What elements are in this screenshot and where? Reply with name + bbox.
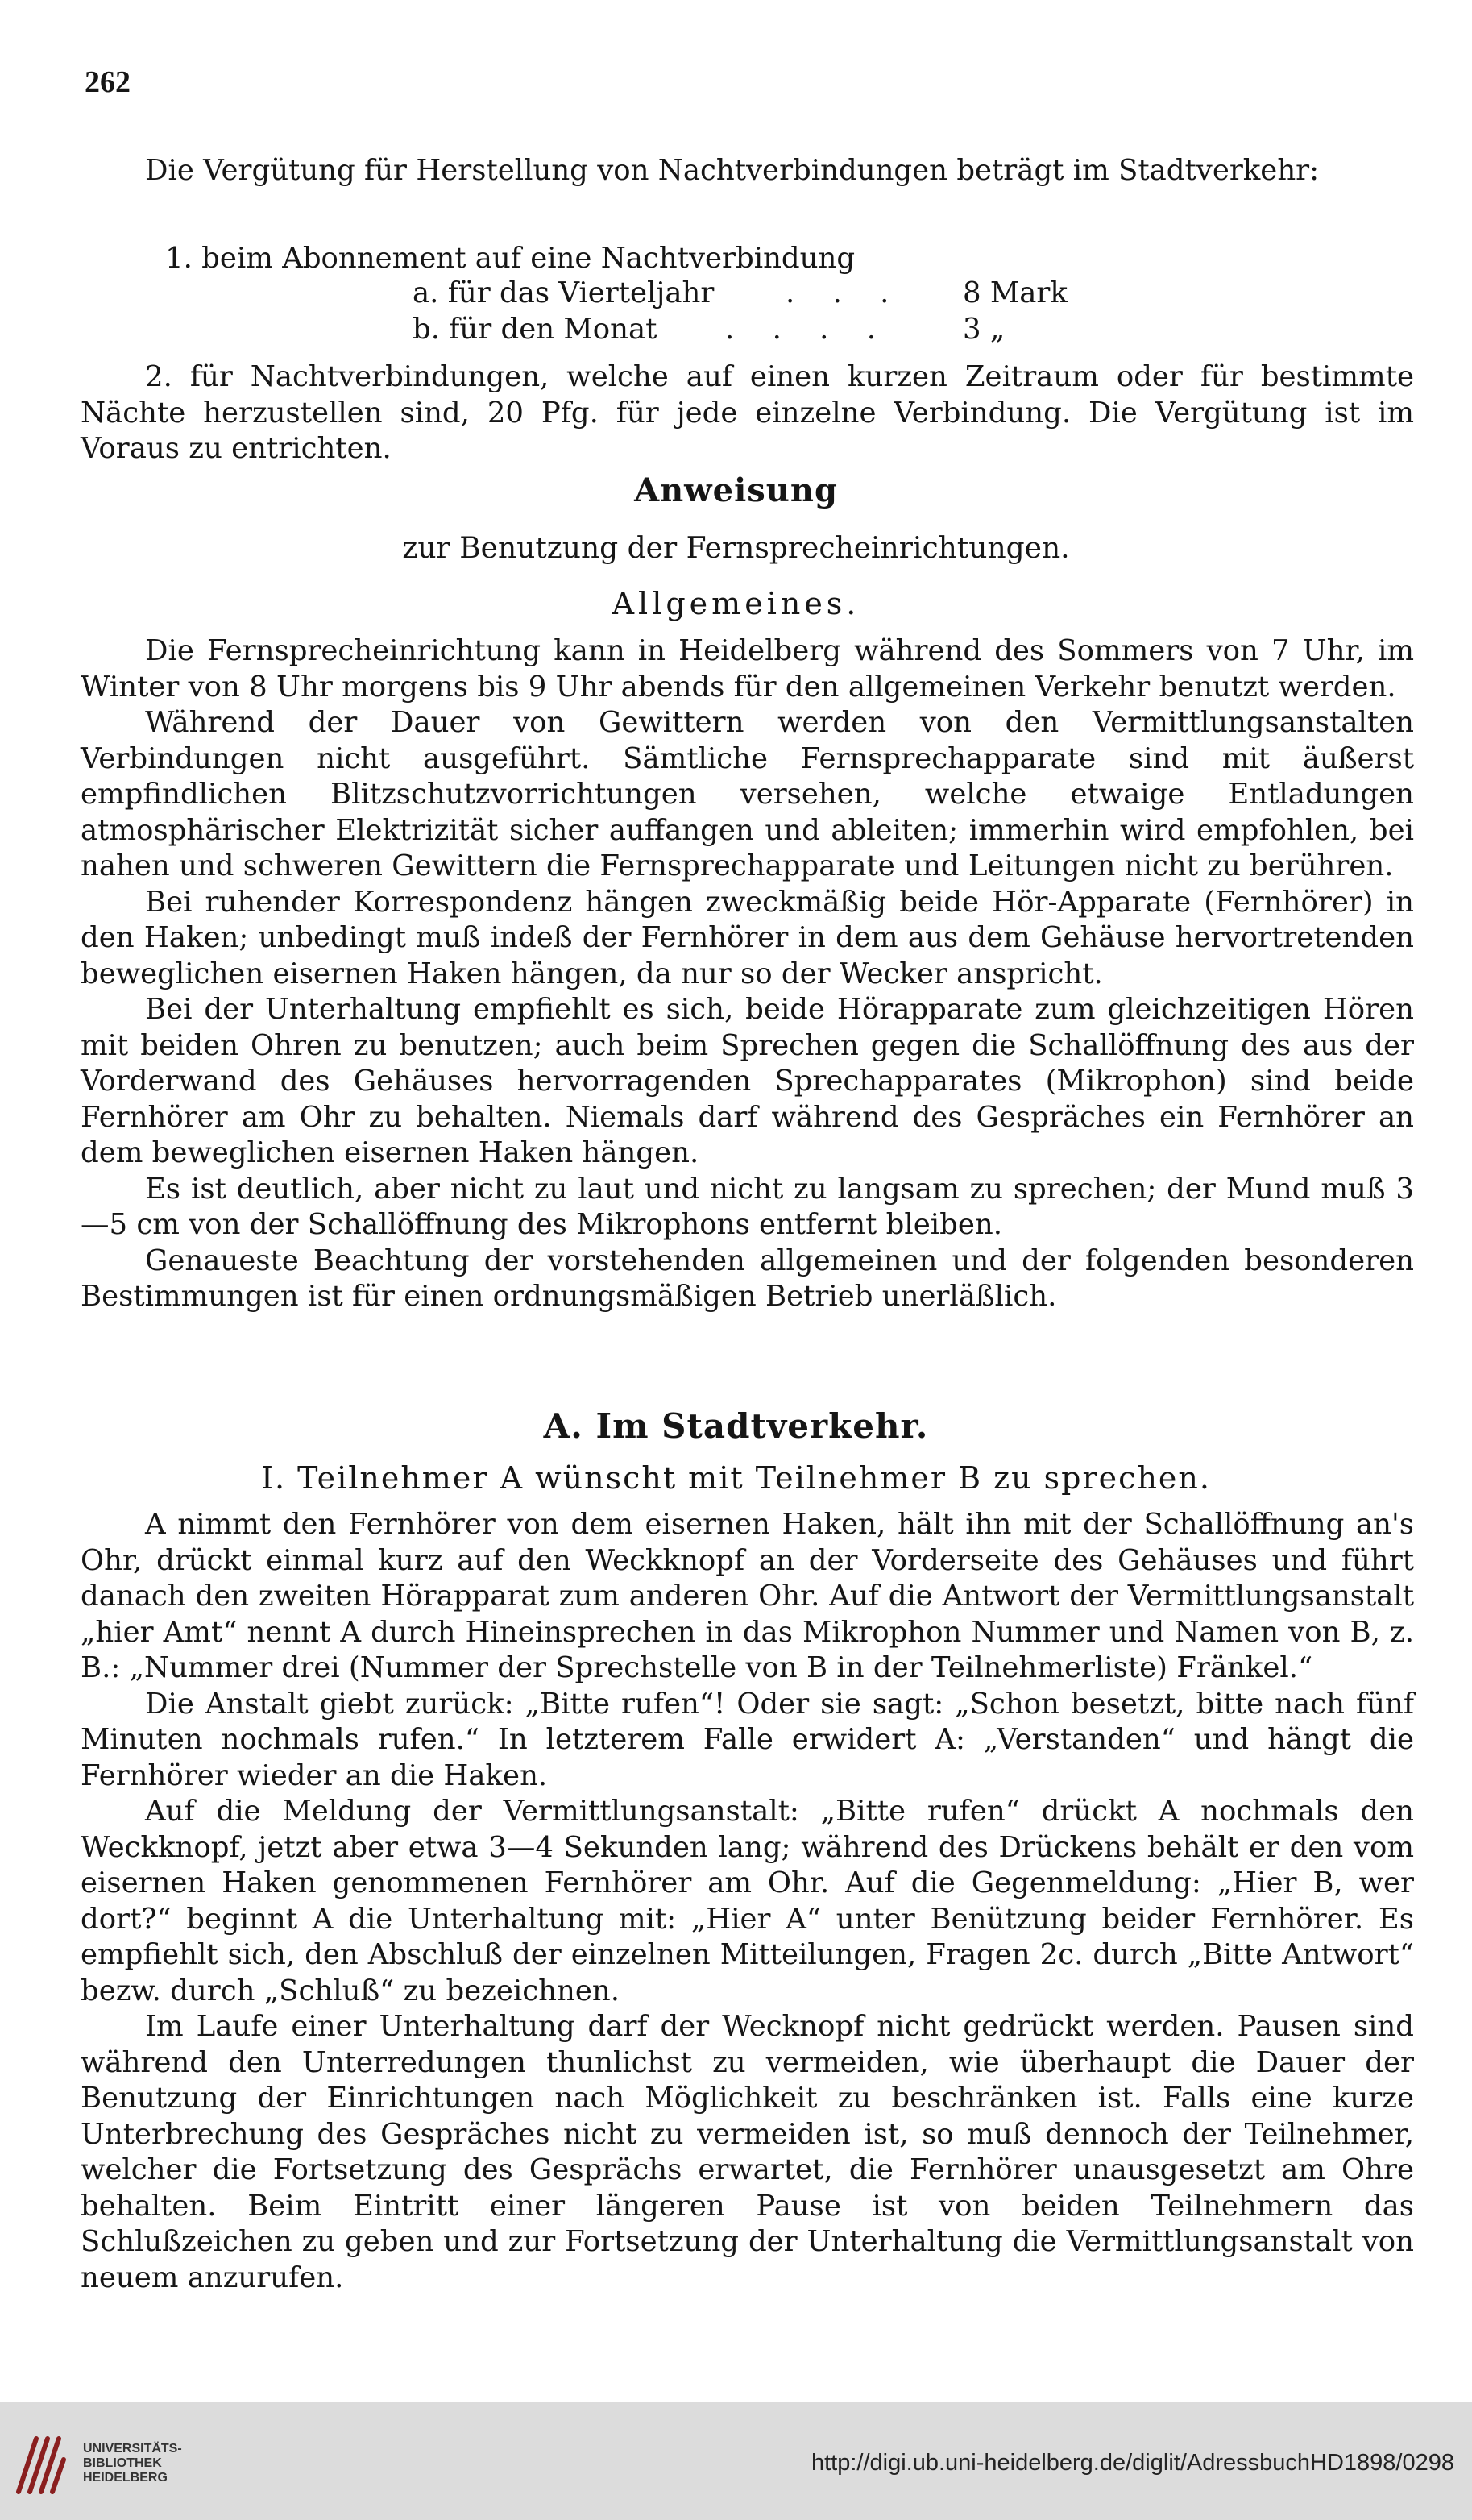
- general-paragraph: Bei ruhender Korrespondenz hängen zweckmäßig beide Hör-Apparate (Fernhörer) in den Haken; unbedingt muß indeß der Fernhörer in dem aus dem Gehäuse hervortretenden beweglichen eisernen Haken hängen, da nur so der Wecker anspricht.: [81, 885, 1414, 990]
- footer-bar: [0, 2402, 1472, 2520]
- library-name-line: BIBLIOTHEK: [83, 2456, 162, 2470]
- library-name-line: UNIVERSITÄTS-: [83, 2442, 182, 2456]
- general-paragraph: Genaueste Beachtung der vorstehenden allgemeinen und der folgenden besonderen Bestimmungen ist für einen ordnungsmäßigen Betrieb unerläßlich.: [81, 1243, 1414, 1313]
- section-a-heading: A. Im Stadtverkehr.: [543, 1406, 929, 1446]
- general-paragraph: Bei der Unterhaltung empfiehlt es sich, beide Hörapparate zum gleichzeitigen Hören mit beiden Ohren zu benutzen; auch beim Sprechen gegen die Schallöffnung des aus der Vorderwand des Gehäuses hervorragenden Sprechapparates (Mikrophon) sind beide Fernhörer am Ohr zu behalten. Niemals darf während des Gespräches ein Fernhörer an dem beweglichen eisernen Haken hängen.: [81, 993, 1414, 1169]
- general-paragraph: Es ist deutlich, aber nicht zu laut und nicht zu langsam zu sprechen; der Mund muß 3—5 cm von der Schallöffnung des Mikrophons entfernt bleiben.: [81, 1172, 1414, 1241]
- source-url-link[interactable]: http://digi.ub.uni-heidelberg.de/diglit/AdressbuchHD1898/0298: [811, 2450, 1454, 2476]
- page-number: 262: [85, 65, 131, 99]
- general-section: [81, 633, 1414, 1315]
- fee-dots-quarter: . . .: [786, 276, 904, 309]
- intro-paragraph: [81, 153, 1414, 189]
- general-paragraph: Die Fernsprecheinrichtung kann in Heidelberg während des Sommers von 7 Uhr, im Winter von 8 Uhr morgens bis 9 Uhr abends für den allgemeinen Verkehr benutzt werden.: [81, 634, 1414, 704]
- anweisung-subtitle: zur Benutzung der Fernsprecheinrichtungen.: [402, 532, 1070, 565]
- library-logo-icon: [12, 2432, 70, 2498]
- fee-amount-quarter: 8 Mark: [963, 276, 1068, 309]
- fee-amount-month: 3 „: [963, 313, 1006, 346]
- fee-dots-month: . . . .: [725, 313, 890, 346]
- library-name-line: HEIDELBERG: [83, 2471, 168, 2485]
- section-a-body: [81, 1507, 1414, 2296]
- allgemeines-heading: Allgemeines.: [612, 586, 860, 621]
- section-a-paragraph: Die Anstalt giebt zurück: „Bitte rufen“! Oder sie sagt: „Schon besetzt, bitte nach fünf Minuten nochmals rufen.“ In letzterem Falle erwidert A: „Verstanden“ und hängt die Fernhörer wieder an die Haken.: [81, 1687, 1414, 1792]
- fee-label-quarter: a. für das Vierteljahr: [413, 276, 715, 309]
- section-a-paragraph: A nimmt den Fernhörer von dem eisernen Haken, hält ihn mit der Schallöffnung an's Ohr, drückt einmal kurz auf den Weckknopf an der Vorderseite des Gehäuses und führt danach den zweiten Hörapparat zum anderen Ohr. Auf die Antwort der Vermittlungsanstalt „hier Amt“ nennt A durch Hineinsprechen in das Mikrophon Nummer und Namen von B, z. B.: „Nummer drei (Nummer der Sprechstelle von B in der Teilnehmerliste) Fränkel.“: [81, 1508, 1414, 1684]
- anweisung-heading: Anweisung: [634, 471, 838, 509]
- fee-item-2: 2. für Nachtverbindungen, welche auf einen kurzen Zeitraum oder für bestimmte Nächte herzustellen sind, 20 Pfg. für jede einzelne Verbindung. Die Vergütung ist im Voraus zu entrichten.: [81, 360, 1414, 465]
- general-paragraph: Während der Dauer von Gewittern werden von den Vermittlungsanstalten Verbindungen nicht ausgeführt. Sämtliche Fernsprechapparate sind mit äußerst empfindlichen Blitzschutzvorrichtungen versehen, welche etwaige Entladungen atmosphärischer Elektrizität sicher auffangen und ableiten; immerhin wird empfohlen, bei nahen und schweren Gewittern die Fernsprechapparate und Leitungen nicht zu berühren.: [81, 706, 1414, 882]
- intro-text: Die Vergütung für Herstellung von Nachtverbindungen beträgt im Stadtverkehr:: [145, 154, 1320, 187]
- fee-item-2-block: [81, 359, 1414, 467]
- fee-item-1: 1. beim Abonnement auf eine Nachtverbindung: [165, 242, 856, 275]
- section-a-paragraph: Im Laufe einer Unterhaltung darf der Wecknopf nicht gedrückt werden. Pausen sind während den Unterredungen thunlichst zu vermeiden, wie überhaupt die Dauer der Benutzung der Einrichtungen nach Möglichkeit zu beschränken ist. Falls eine kurze Unterbrechung des Gespräches nicht zu vermeiden ist, so muß dennoch der Teilnehmer, welcher die Fortsetzung des Gesprächs erwartet, die Fernhörer unausgesetzt am Ohre behalten. Beim Eintritt einer längeren Pause ist von beiden Teilnehmern das Schlußzeichen zu geben und zur Fortsetzung der Unterhaltung die Vermittlungsanstalt von neuem anzurufen.: [81, 2010, 1414, 2294]
- section-a-paragraph: Auf die Meldung der Vermittlungsanstalt: „Bitte rufen“ drückt A nochmals den Weckknopf, jetzt aber etwa 3—4 Sekunden lang; während des Drückens behält er den vom eisernen Haken genommenen Fernhörer am Ohr. Auf die Gegenmeldung: „Hier B, wer dort?“ beginnt A die Unterhaltung mit: „Hier A“ unter Benützung beider Fernhörer. Es empfiehlt sich, den Abschluß der einzelnen Mitteilungen, Fragen 2c. durch „Bitte Antwort“ bezw. durch „Schluß“ zu bezeichnen.: [81, 1795, 1414, 2007]
- fee-label-month: b. für den Monat: [413, 313, 657, 346]
- library-name: [83, 2442, 182, 2485]
- section-a-subheading: I. Teilnehmer A wünscht mit Teilnehmer B zu sprechen.: [261, 1460, 1211, 1496]
